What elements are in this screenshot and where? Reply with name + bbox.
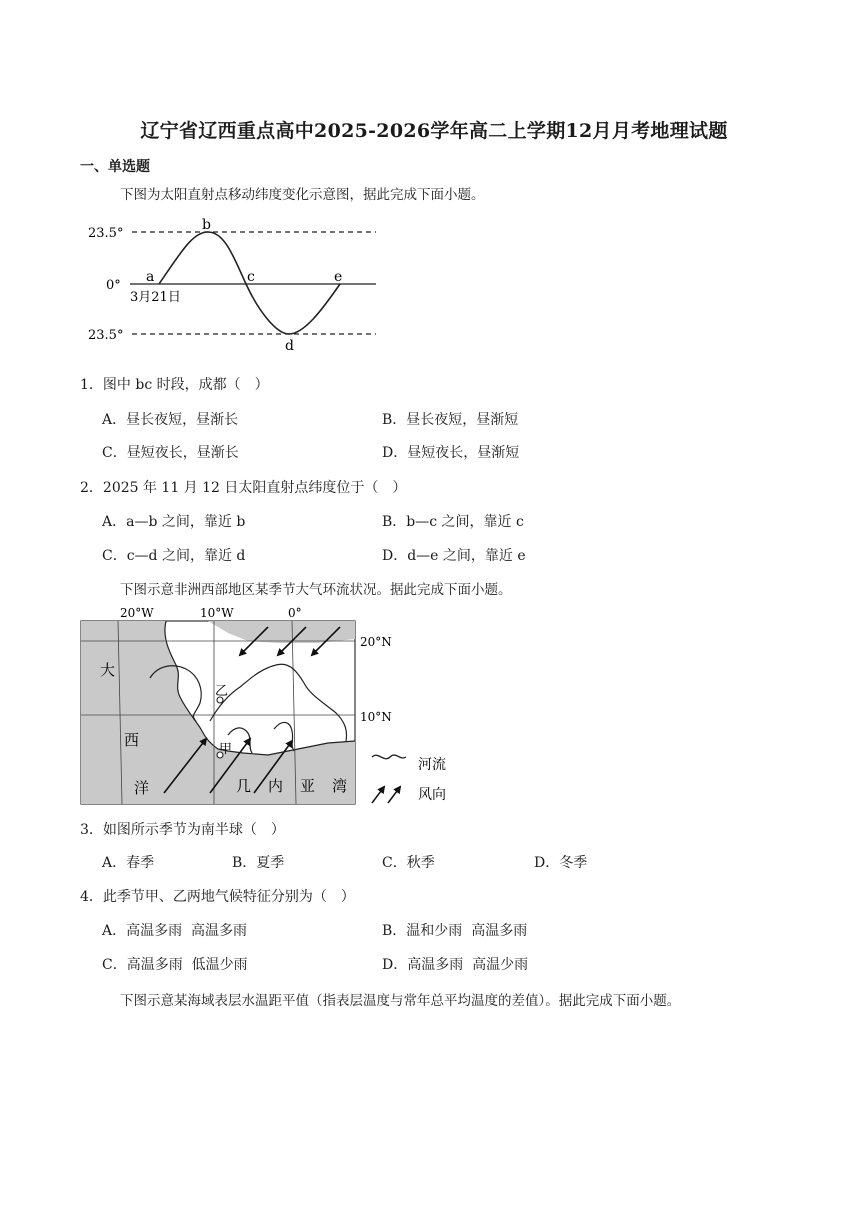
point-d: d [285, 338, 294, 354]
gulf-char-3: 亚 [300, 777, 316, 795]
q4-option-d[interactable]: D．高温多雨 高温少雨 [382, 957, 529, 973]
solar-latitude-figure [84, 214, 384, 356]
west-africa-map [78, 603, 458, 809]
gulf-char-2: 内 [268, 777, 284, 795]
q2-option-d[interactable]: D．d—e 之间，靠近 e [382, 548, 526, 564]
q1-option-b[interactable]: B．昼长夜短，昼渐短 [382, 412, 519, 428]
lat-label-top: 23.5° [88, 226, 124, 241]
q4-option-a[interactable]: A．高温多雨 高温多雨 [102, 923, 248, 939]
point-e: e [334, 269, 343, 285]
q4-option-c[interactable]: C．高温多雨 低温少雨 [102, 957, 248, 973]
legend-river-symbol [372, 755, 406, 759]
q3-option-c[interactable]: C．秋季 [382, 855, 435, 871]
q1-option-d[interactable]: D．昼短夜长，昼渐短 [382, 445, 520, 461]
gulf-char-4: 湾 [332, 777, 348, 795]
legend-wind-arrow-1 [372, 787, 384, 803]
q1-option-c[interactable]: C．昼短夜长，昼渐长 [102, 445, 239, 461]
lat-label-mid: 0° [106, 278, 121, 293]
intro-text-1: 下图为太阳直射点移动纬度变化示意图，据此完成下面小题。 [120, 187, 485, 203]
q3-option-b[interactable]: B．夏季 [232, 855, 285, 871]
ocean-char-3: 洋 [134, 779, 150, 797]
point-c: c [247, 269, 255, 285]
lat-label-20n: 20°N [360, 635, 392, 649]
lat-label-10n: 10°N [360, 710, 392, 724]
section-heading: 一、单选题 [80, 159, 150, 175]
question-4: 4．此季节甲、乙两地气候特征分别为（ ） [80, 889, 355, 905]
lat-label-bottom: 23.5° [88, 328, 124, 343]
ocean-char-1: 大 [100, 661, 116, 679]
question-3: 3．如图所示季节为南半球（ ） [80, 822, 285, 838]
legend-wind-label: 风向 [418, 787, 446, 803]
place-jia-label: 甲 [219, 742, 233, 757]
legend-river-label: 河流 [418, 757, 446, 773]
q4-option-b[interactable]: B．温和少雨 高温多雨 [382, 923, 528, 939]
date-label: 3月21日 [130, 290, 181, 305]
ocean-char-2: 西 [124, 731, 140, 749]
place-yi-label: 乙 [215, 684, 229, 699]
page-title: 辽宁省辽西重点高中2025-2026学年高二上学期12月月考地理试题 [140, 120, 728, 142]
q2-option-c[interactable]: C．c—d 之间，靠近 d [102, 548, 246, 564]
q2-option-b[interactable]: B．b—c 之间，靠近 c [382, 514, 524, 530]
q3-option-d[interactable]: D．冬季 [534, 855, 588, 871]
gulf-char-1: 几 [236, 777, 252, 795]
question-2: 2．2025 年 11 月 12 日太阳直射点纬度位于（ ） [80, 480, 407, 496]
point-a: a [146, 269, 155, 285]
lon-label-20w: 20°W [120, 606, 154, 620]
intro-text-3: 下图示意某海域表层水温距平值（指表层温度与常年总平均温度的差值）。据此完成下面小题。 [120, 993, 681, 1009]
q3-option-a[interactable]: A．春季 [102, 855, 155, 871]
intro-text-2: 下图示意非洲西部地区某季节大气环流状况。据此完成下面小题。 [120, 582, 512, 598]
lon-label-10w: 10°W [200, 606, 234, 620]
q1-option-a[interactable]: A．昼长夜短，昼渐长 [102, 412, 239, 428]
question-1: 1．图中 bc 时段，成都（ ） [80, 377, 269, 393]
q2-option-a[interactable]: A．a—b 之间，靠近 b [102, 514, 246, 530]
lon-label-0: 0° [288, 606, 302, 620]
point-b: b [202, 217, 211, 233]
legend-wind-arrow-2 [388, 787, 400, 803]
